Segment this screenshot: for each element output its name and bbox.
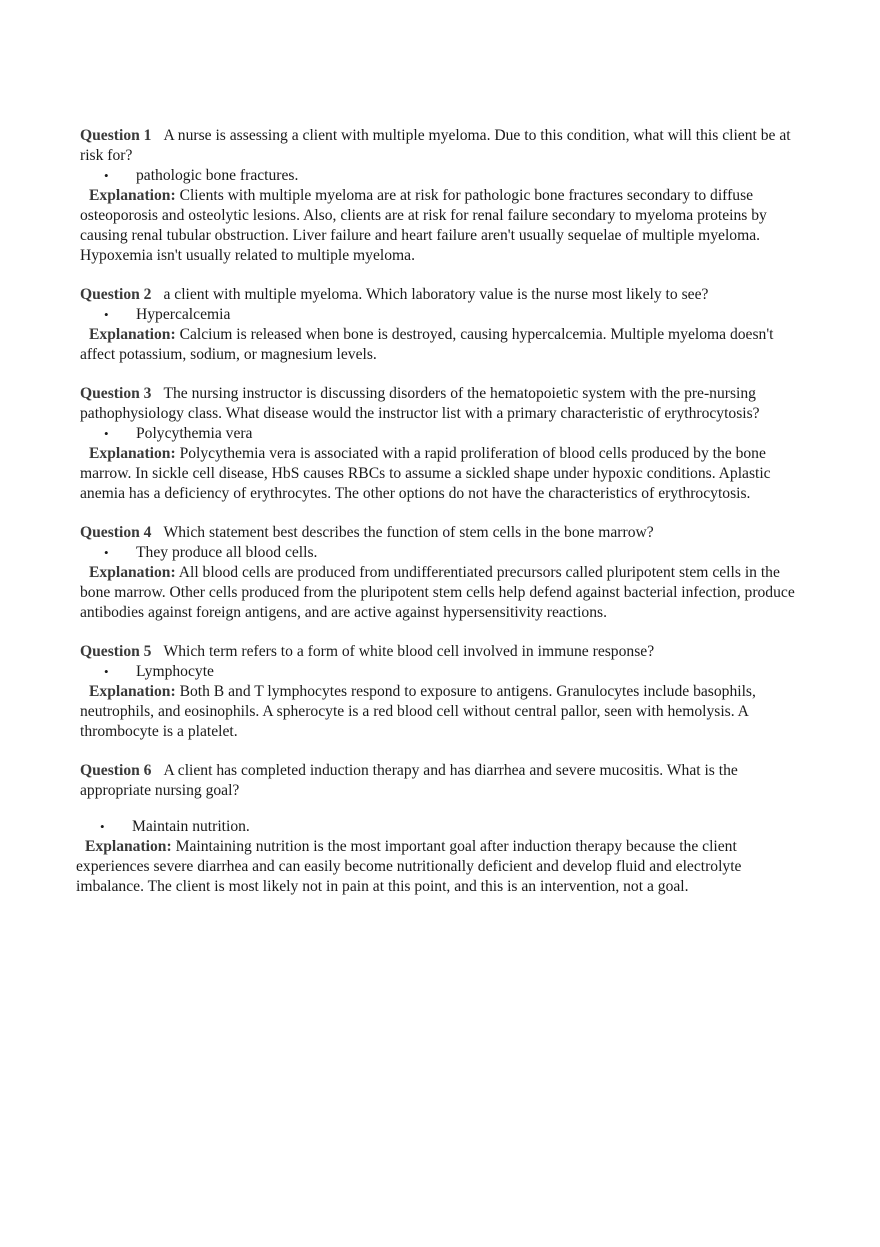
question-label: Question 1 [80,127,152,144]
question-block [80,523,808,623]
answer-item [80,662,808,682]
answer-item [80,424,808,444]
explanation [80,186,808,266]
explanation-text: Clients with multiple myeloma are at risk for pathologic bone fractures secondary to diffuse osteoporosis and osteolytic lesions. Also, clients are at risk for renal failure secondary to myeloma proteins by causing renal tubular obstruction. Liver failure and heart failure aren't usually sequelae of multiple myeloma. Hypoxemia isn't usually related to multiple myeloma. [80,187,767,264]
question-line [80,285,808,305]
question-text: A nurse is assessing a client with multiple myeloma. Due to this condition, what will this client be at risk for? [80,127,791,164]
answer-item [80,166,808,186]
question-line [80,523,808,543]
question-text: a client with multiple myeloma. Which laboratory value is the nurse most likely to see? [163,286,709,303]
explanation [80,325,808,365]
explanation-label: Explanation: [85,838,172,855]
answer-item [80,305,808,325]
document-page [76,126,808,897]
question-block [80,126,808,266]
answer-text: Maintain nutrition. [132,818,250,835]
question-block [80,384,808,504]
explanation-label: Explanation: [89,564,176,581]
bullet-icon: • [104,307,109,322]
question-label: Question 4 [80,524,152,541]
question-text: Which term refers to a form of white blood cell involved in immune response? [163,643,655,660]
question-line [80,384,808,424]
question-line [80,761,808,801]
explanation-text: Calcium is released when bone is destroyed, causing hypercalcemia. Multiple myeloma doesn't affect potassium, sodium, or magnesium levels. [80,326,774,363]
bullet-icon: • [104,168,109,183]
question-block [80,285,808,365]
question-label: Question 5 [80,643,152,660]
bullet-icon: • [104,426,109,441]
answer-text: Lymphocyte [136,663,214,680]
bullet-icon: • [104,545,109,560]
explanation-text: Maintaining nutrition is the most important goal after induction therapy because the client experiences severe diarrhea and can easily become nutritionally deficient and develop fluid and electrolyte imbalance. The client is most likely not in pain at this point, and this is an intervention, not a goal. [76,838,742,895]
bullet-icon: • [100,819,105,834]
answer-text: They produce all blood cells. [136,544,318,561]
explanation [80,444,808,504]
explanation-label: Explanation: [89,445,176,462]
explanation-label: Explanation: [89,326,176,343]
answer-text: Polycythemia vera [136,425,253,442]
explanation [80,563,808,623]
question-line [80,126,808,166]
question-label: Question 2 [80,286,152,303]
question-block [76,761,808,897]
explanation-text: Both B and T lymphocytes respond to exposure to antigens. Granulocytes include basophils, neutrophils, and eosinophils. A spherocyte is a red blood cell without central pallor, seen with hemolysis. A thrombocyte is a platelet. [80,683,756,740]
explanation [76,837,808,897]
explanation-text: Polycythemia vera is associated with a rapid proliferation of blood cells produced by the bone marrow. In sickle cell disease, HbS causes RBCs to assume a sickled shape under hypoxic conditions. Aplastic anemia has a deficiency of erythrocytes. The other options do not have the characteristics of erythrocytosis. [80,445,771,502]
answer-item [80,817,808,837]
explanation-label: Explanation: [89,187,176,204]
bullet-icon: • [104,664,109,679]
answer-text: pathologic bone fractures. [136,167,299,184]
question-text: The nursing instructor is discussing disorders of the hematopoietic system with the pre-nursing pathophysiology class. What disease would the instructor list with a primary characteristic of erythrocytosis? [80,385,760,422]
answer-text: Hypercalcemia [136,306,231,323]
explanation [80,682,808,742]
question-label: Question 6 [80,762,152,779]
answer-item [80,543,808,563]
question-line [80,642,808,662]
spacer [80,801,808,817]
question-text: Which statement best describes the function of stem cells in the bone marrow? [163,524,654,541]
explanation-text: All blood cells are produced from undifferentiated precursors called pluripotent stem cells in the bone marrow. Other cells produced from the pluripotent stem cells help defend against bacterial infection, produce antibodies against foreign antigens, and are active against hypersensitivity reactions. [80,564,795,621]
question-text: A client has completed induction therapy and has diarrhea and severe mucositis. What is the appropriate nursing goal? [80,762,738,799]
explanation-label: Explanation: [89,683,176,700]
question-block [80,642,808,742]
question-label: Question 3 [80,385,152,402]
